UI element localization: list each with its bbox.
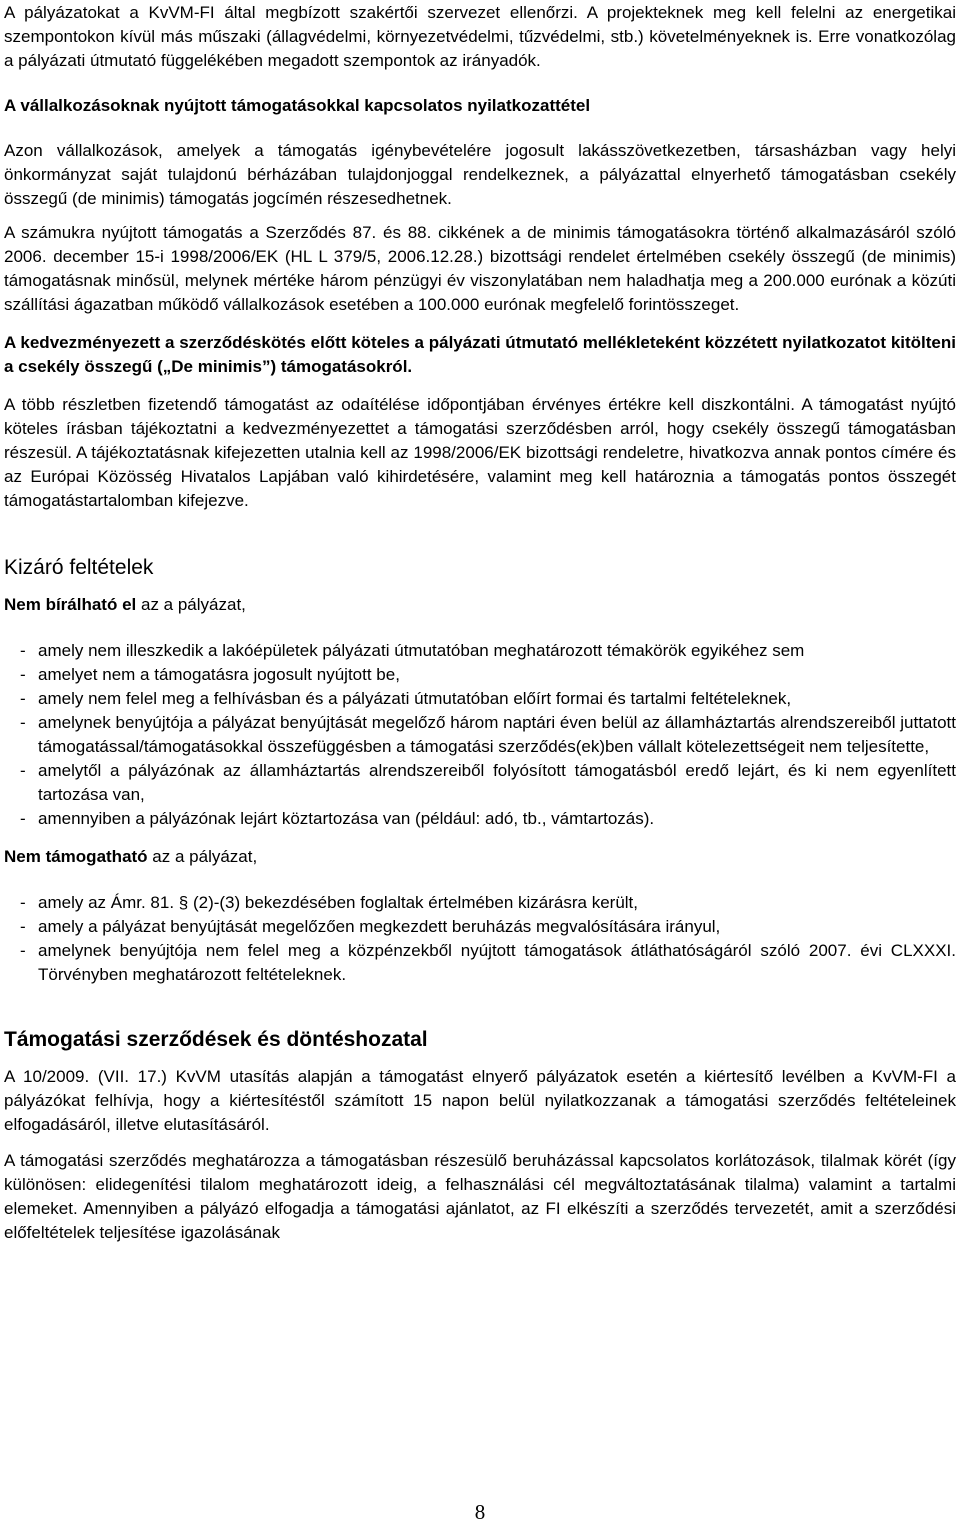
paragraph-szerzodes: A támogatási szerződés meghatározza a támogatásban részesülő beruházással kapcsolatos korlátozások, tilalmak körét (így különösen: elidegenítési tilalom meghatározott ideig, a felhasználási cél megváltoztatásának tilalma) valamint a tartalmi elemeket. Amennyiben a pályázó elfogadja a támogatási ajánlatot, az FI elkészíti a szerződés tervezetét, amit a szerződési előfeltételek teljesítése igazolásának	[4, 1151, 956, 1242]
paragraph-nyilatkozat-bold: A kedvezményezett a szerződéskötés előtt köteles a pályázati útmutató mellékleteként közzétett nyilatkozatot kitölteni a csekély összegű („De minimis”) támogatásokról.	[4, 333, 956, 376]
intro-paragraph: A pályázatokat a KvVM-FI által megbízott szakértői szervezet ellenőrzi. A projekteknek meg kell felelni az energetikai szempontokon kívül más műszaki (állagvédelmi, környezetvédelmi, tűzvédelmi, stb.) követelményeknek is. Erre vonatkozólag a pályázati útmutató függelékében megadott szempontok az irányadók.	[4, 3, 956, 70]
page-number: 8	[474, 1500, 486, 1524]
section-heading-de-minimis: A vállalkozásoknak nyújtott támogatásokkal kapcsolatos nyilatkozattétel	[4, 96, 591, 115]
document-page	[4, 0, 956, 1245]
list-item: - amennyiben a pályázónak lejárt köztartozása van (például: adó, tb., vámtartozás).	[20, 807, 956, 831]
nem-birahato-rest: az a pályázat,	[136, 595, 246, 614]
section-heading-szerzodesek: Támogatási szerződések és döntéshozatal	[4, 1028, 428, 1051]
list-item: - amely nem felel meg a felhívásban és a pályázati útmutatóban előírt formai és tartalmi feltételeknek,	[20, 687, 956, 711]
nem-tamogathato-list	[4, 891, 956, 987]
list-item: - amelyet nem a támogatásra jogosult nyújtott be,	[20, 663, 956, 687]
nem-birahato-bold: Nem bírálható el	[4, 595, 137, 614]
paragraph-utasitas: A 10/2009. (VII. 17.) KvVM utasítás alapján a támogatást elnyerő pályázatok esetén a kiértesítő levélben a KvVM-FI a pályázókat felhívja, hogy a kiértesítéstől számított 15 napon belül nyilatkozzanak a támogatási szerződés feltételeinek elfogadásáról, illetve elutasításáról.	[4, 1067, 956, 1134]
list-item: - amelynek benyújtója nem felel meg a közpénzekből nyújtott támogatások átláthatóságáról szóló 2007. évi CLXXXI. Törvényben meghatározott feltételeknek.	[20, 939, 956, 987]
nem-tamogathato-intro	[4, 845, 956, 869]
paragraph-szamukra: A számukra nyújtott támogatás a Szerződés 87. és 88. cikkének a de minimis támogatásokra történő alkalmazásáról szóló 2006. december 15-i 1998/2006/EK (HL L 379/5, 2006.12.28.) bizottsági rendelet értelmében csekély összegű (de minimis) támogatásnak minősül, melynek mértéke három pénzügyi év viszonylatában nem haladhatja meg a 200.000 eurónak a közúti szállítási ágazatban működő vállalkozások esetében a 100.000 eurónak megfelelő forintösszeget.	[4, 223, 956, 314]
list-item: - amelynek benyújtója a pályázat benyújtását megelőző három naptári éven belül az államháztartás alrendszereiből juttatott támogatással/támogatásokkal összefüggésben a támogatási szerződés(ek)ben vállalt kötelezettségeit nem teljesítette,	[20, 711, 956, 759]
section-heading-kizaro: Kizáró feltételek	[4, 556, 154, 579]
nem-birahato-list	[4, 639, 956, 831]
list-item: - amely az Ámr. 81. § (2)-(3) bekezdésében foglaltak értelmében kizárásra került,	[20, 891, 956, 915]
nem-tamogathato-bold: Nem támogatható	[4, 847, 148, 866]
list-item: - amely a pályázat benyújtását megelőzően megkezdett beruházás megvalósítására irányul,	[20, 915, 956, 939]
paragraph-vallalkozasok: Azon vállalkozások, amelyek a támogatás igénybevételére jogosult lakásszövetkezetben, társasházban vagy helyi önkormányzat saját tulajdonú bérházában tulajdonjoggal rendelkeznek, a pályázattal elnyerhető támogatásban csekély összegű (de minimis) támogatás jogcímén részesedhetnek.	[4, 141, 956, 208]
list-item: - amely nem illeszkedik a lakóépületek pályázati útmutatóban meghatározott témakörök egyikéhez sem	[20, 639, 956, 663]
list-item: - amelytől a pályázónak az államháztartás alrendszereiből folyósított támogatásból eredő lejárt, és ki nem egyenlített tartozása van,	[20, 759, 956, 807]
nem-birahato-intro	[4, 593, 956, 617]
nem-tamogathato-rest: az a pályázat,	[147, 847, 258, 866]
paragraph-diszkontalas: A több részletben fizetendő támogatást az odaítélése időpontjában érvényes értékre kell diszkontálni. A támogatást nyújtó köteles írásban tájékoztatni a kedvezményezettet a támogatási szerződésben arról, hogy csekély összegű támogatásban részesül. A tájékoztatásnak kifejezetten utalnia kell az 1998/2006/EK bizottsági rendeletre, hivatkozva annak pontos címére és az Európai Közösség Hivatalos Lapjában való kihirdetésére, valamint meg kell határoznia a támogatás pontos összegét támogatástartalomban kifejezve.	[4, 395, 956, 510]
